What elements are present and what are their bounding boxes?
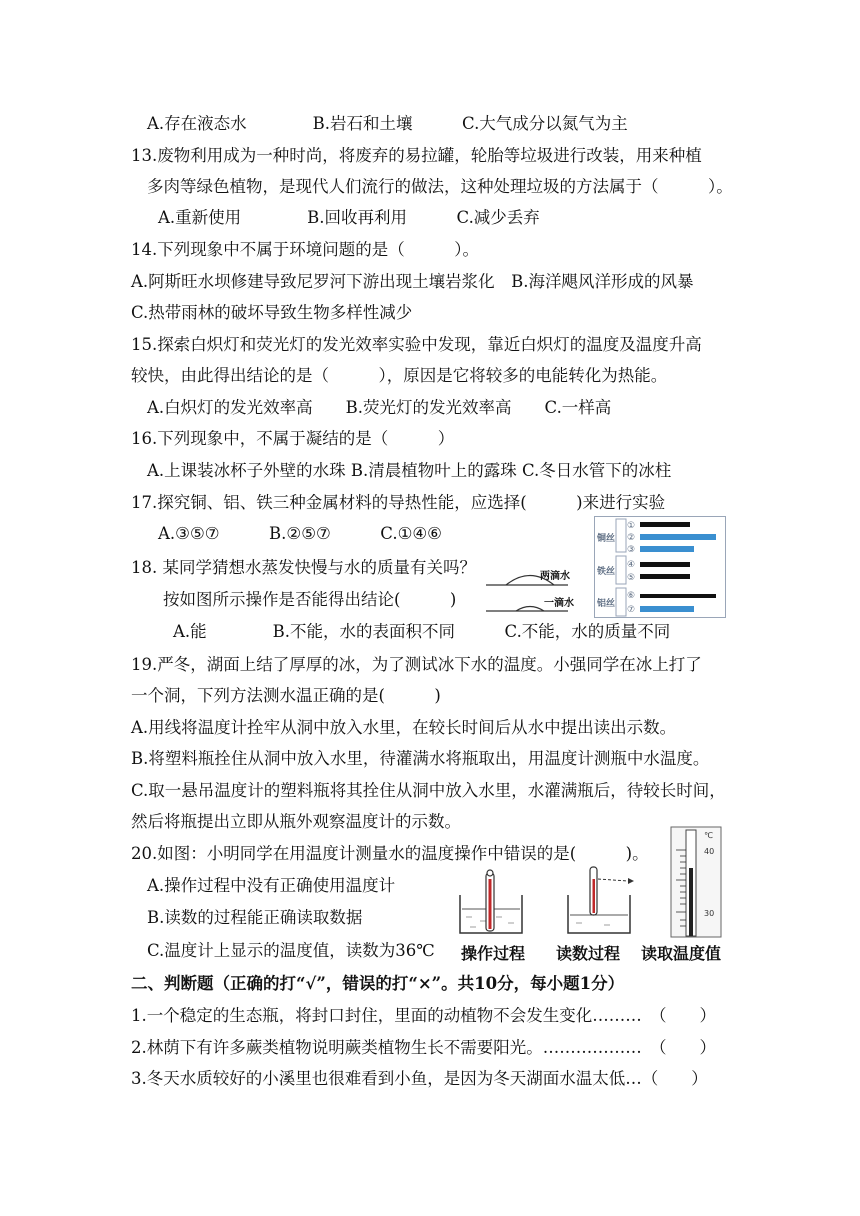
q14-options-ab: A.阿斯旺水坝修建导致尼罗河下游出现土壤岩浆化 B.海洋飓风洋形成的风暴	[131, 272, 694, 291]
q19-stem-line1: 19.严冬，湖面上结了厚厚的冰，为了测试冰下水的温度。小强同学在冰上打了	[131, 655, 702, 674]
q19-option-b: B.将塑料瓶拴住从洞中放入水里，待灌满水将瓶取出，用温度计测瓶中水温度。	[131, 749, 710, 768]
strip-7	[640, 606, 694, 612]
group-label-copper: 铜丝	[597, 534, 616, 544]
tf-item-3: 3.冬天水质较好的小溪里也很难看到小鱼，是因为冬天湖面水温太低…（ ）	[131, 1069, 708, 1088]
q15-stem-line1: 15.探索白炽灯和荧光灯的发光效率实验中发现，靠近白炽灯的温度及温度升高	[131, 335, 702, 354]
q20-option-c: C.温度计上显示的温度值，读数为36℃	[147, 941, 435, 960]
group-label-aluminum: 铝丝	[597, 599, 616, 609]
strip-num-1: ①	[627, 521, 636, 531]
label-two-drops: 两滴水	[540, 571, 570, 582]
scale-30: 30	[704, 909, 715, 918]
strip-5	[640, 574, 690, 579]
q19-option-c-line1: C.取一悬吊温度计的塑料瓶将其拴住从洞中放入水里，水灌满瓶后，待较长时间，	[131, 781, 726, 800]
tf-item-1: 1.一个稳定的生态瓶，将封口封住，里面的动植物不会发生变化……… （ ）	[131, 1006, 716, 1025]
q19-stem-line2: 一个洞，下列方法测水温正确的是( )	[131, 686, 441, 705]
q13-stem-line2: 多肉等绿色植物，是现代人们流行的做法，这种处理垃圾的方法属于（ ）。	[147, 177, 733, 196]
q20-option-b: B.读数的过程能正确读取数据	[147, 908, 363, 927]
strip-num-5: ⑤	[627, 573, 636, 583]
strip-3	[640, 546, 694, 552]
q20-stem: 20.如图：小明同学在用温度计测量水的温度操作中错误的是( )。	[131, 844, 649, 863]
q15-stem-line2: 较快，由此得出结论的是（ ），原因是它将较多的电能转化为热能。	[131, 366, 668, 385]
q18-stem-line2: 按如图所示操作是否能得出结论( )	[163, 590, 457, 609]
q17-options: A.③⑤⑦ B.②⑤⑦ C.①④⑥	[158, 524, 442, 543]
strip-num-2: ②	[627, 533, 636, 543]
beaker-operation-figure	[456, 865, 526, 937]
thermometer-scale-figure	[670, 826, 722, 938]
q17-stem: 17.探究铜、铝、铁三种金属材料的导热性能，应选择( )来进行实验	[131, 493, 666, 512]
strip-num-7: ⑦	[627, 605, 636, 615]
q15-options: A.白炽灯的发光效率高 B.荧光灯的发光效率高 C.一样高	[147, 398, 612, 417]
tf-item-2: 2.林荫下有许多蕨类植物说明蕨类植物生长不需要阳光。……………… （ ）	[131, 1038, 716, 1057]
label-one-drop: 一滴水	[544, 598, 574, 609]
strip-2	[640, 534, 716, 540]
strip-num-4: ④	[627, 560, 636, 570]
strip-4	[640, 562, 690, 567]
q19-option-a: A.用线将温度计拴牢从洞中放入水里，在较长时间后从水中提出读出示数。	[131, 718, 677, 737]
q16-stem: 16.下列现象中，不属于凝结的是（ ）	[131, 429, 455, 448]
scale-unit: ℃	[704, 831, 713, 840]
q13-options: A.重新使用 B.回收再利用 C.减少丢弃	[158, 208, 540, 227]
metal-strips-figure	[594, 516, 726, 618]
q13-stem-line1: 13.废物利用成为一种时尚，将废弃的易拉罐，轮胎等垃圾进行改装，用来种植	[131, 146, 702, 165]
q18-stem-line1: 18. 某同学猜想水蒸发快慢与水的质量有关吗？	[131, 558, 476, 577]
strip-num-3: ③	[627, 545, 636, 555]
evaporation-figure	[486, 558, 598, 620]
strip-6	[640, 594, 716, 598]
beaker-reading-figure	[564, 865, 642, 937]
strip-num-6: ⑥	[627, 591, 636, 601]
q14-option-c: C.热带雨林的破坏导致生物多样性减少	[131, 303, 413, 322]
q14-stem: 14.下列现象中不属于环境问题的是（ ）。	[131, 240, 479, 259]
q12-options: A.存在液态水 B.岩石和土壤 C.大气成分以氮气为主	[147, 114, 628, 133]
scale-40: 40	[704, 847, 715, 856]
q16-options: A.上课装冰杯子外壁的水珠 B.清晨植物叶上的露珠 C.冬日水管下的冰柱	[147, 461, 672, 480]
strip-1	[640, 522, 690, 527]
caption-value: 读取温度值	[641, 944, 722, 963]
caption-operation: 操作过程	[461, 944, 526, 963]
q19-option-c-line2: 然后将瓶提出立即从瓶外观察温度计的示数。	[131, 812, 461, 831]
section-2-heading: 二、判断题（正确的打“√”，错误的打“×”。共10分，每小题1分）	[131, 974, 625, 993]
group-label-iron: 铁丝	[597, 567, 616, 577]
q18-options: A.能 B.不能，水的表面积不同 C.不能，水的质量不同	[173, 622, 671, 641]
drop-one	[516, 607, 544, 612]
q20-option-a: A.操作过程中没有正确使用温度计	[147, 876, 396, 895]
caption-reading: 读数过程	[556, 944, 621, 963]
